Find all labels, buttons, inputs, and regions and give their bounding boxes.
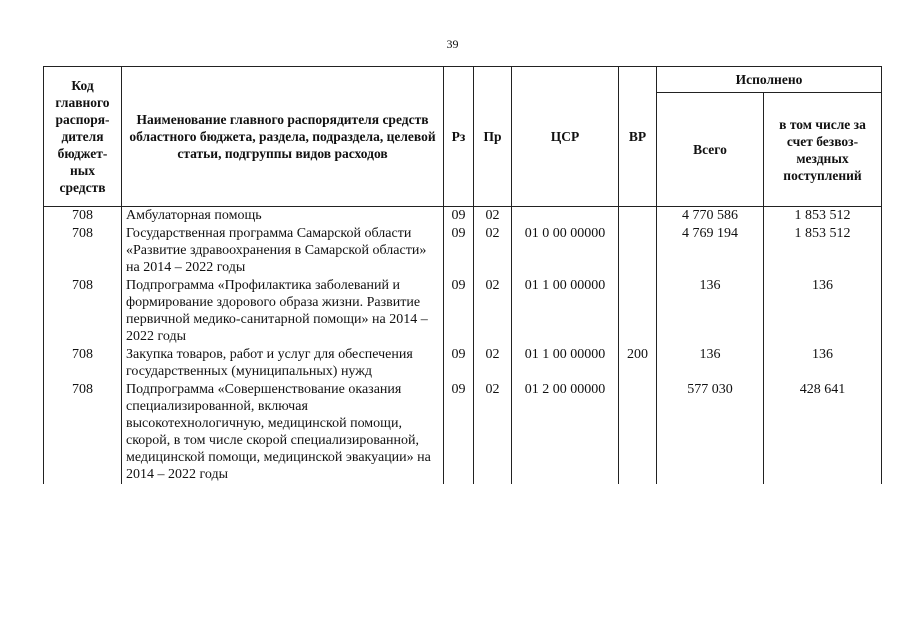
cell-rz: 09 (444, 207, 474, 226)
page-number: 39 (446, 37, 459, 51)
cell-vr (619, 225, 657, 277)
cell-free: 1 853 512 (764, 207, 882, 226)
header-csr: ЦСР (512, 67, 619, 207)
header-free: в том числе за счет безвоз-мездных поступлений (764, 93, 882, 207)
table-row (44, 225, 882, 277)
cell-code: 708 (44, 277, 122, 346)
cell-csr: 01 0 00 00000 (512, 225, 619, 277)
cell-csr: 01 2 00 00000 (512, 381, 619, 484)
header-executed: Исполнено (657, 67, 882, 93)
cell-total: 4 769 194 (657, 225, 764, 277)
header-name: Наименование главного распорядителя средств областного бюджета, раздела, подраздела, целевой статьи, подгруппы видов расходов (122, 67, 444, 207)
header-vr: ВР (619, 67, 657, 207)
cell-free: 428 641 (764, 381, 882, 484)
table-row (44, 207, 882, 226)
table-row (44, 277, 882, 346)
table-header (44, 67, 882, 207)
budget-table (43, 66, 882, 484)
cell-pr: 02 (474, 207, 512, 226)
cell-vr (619, 207, 657, 226)
cell-rz: 09 (444, 381, 474, 484)
cell-code: 708 (44, 207, 122, 226)
cell-vr (619, 277, 657, 346)
cell-name: Амбулаторная помощь (122, 207, 444, 226)
cell-name: Подпрограмма «Совершенствование оказания специализированной, включая высокотехнологичную, медицинской помощи, скорой, в том числе скорой специализированной, медицинской помощи, медицинской эвакуации» на 2014 – 2022 годы (122, 381, 444, 484)
cell-csr (512, 207, 619, 226)
header-pr: Пр (474, 67, 512, 207)
cell-code: 708 (44, 225, 122, 277)
cell-csr: 01 1 00 00000 (512, 277, 619, 346)
cell-pr: 02 (474, 277, 512, 346)
header-code: Код главного распоря-дителя бюджет-ных средств (44, 67, 122, 207)
cell-vr (619, 381, 657, 484)
cell-rz: 09 (444, 277, 474, 346)
table-body (44, 207, 882, 485)
cell-free: 1 853 512 (764, 225, 882, 277)
cell-name: Закупка товаров, работ и услуг для обеспечения государственных (муниципальных) нужд (122, 346, 444, 381)
cell-rz: 09 (444, 346, 474, 381)
cell-rz: 09 (444, 225, 474, 277)
cell-total: 577 030 (657, 381, 764, 484)
header-total: Всего (657, 93, 764, 207)
cell-total: 4 770 586 (657, 207, 764, 226)
cell-pr: 02 (474, 381, 512, 484)
cell-code: 708 (44, 381, 122, 484)
cell-free: 136 (764, 346, 882, 381)
cell-total: 136 (657, 346, 764, 381)
cell-vr: 200 (619, 346, 657, 381)
cell-code: 708 (44, 346, 122, 381)
table-row (44, 381, 882, 484)
cell-name: Подпрограмма «Профилактика заболеваний и формирование здорового образа жизни. Развитие первичной медико-санитарной помощи» на 2014 – 2022 годы (122, 277, 444, 346)
cell-name: Государственная программа Самарской области «Развитие здравоохранения в Самарской области» на 2014 – 2022 годы (122, 225, 444, 277)
cell-free: 136 (764, 277, 882, 346)
cell-total: 136 (657, 277, 764, 346)
cell-pr: 02 (474, 225, 512, 277)
header-rz: Рз (444, 67, 474, 207)
table-row (44, 346, 882, 381)
cell-pr: 02 (474, 346, 512, 381)
cell-csr: 01 1 00 00000 (512, 346, 619, 381)
